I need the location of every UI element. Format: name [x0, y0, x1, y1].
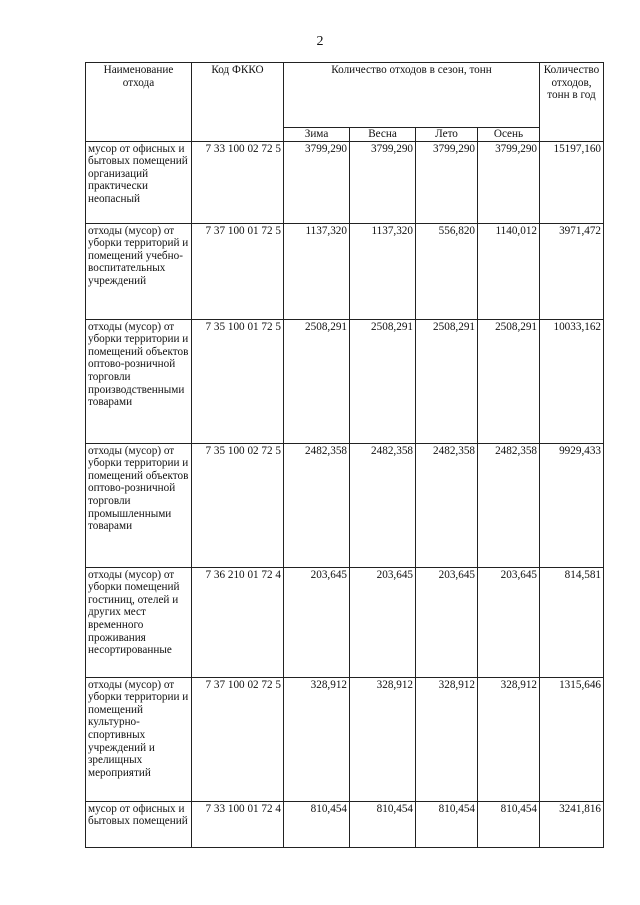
waste-name-cell: отходы (мусор) от уборки помещений гостиниц, отелей и других мест временного проживания несортированные — [86, 567, 192, 677]
year-cell: 814,581 — [540, 567, 604, 677]
winter-cell: 2508,291 — [284, 319, 350, 443]
waste-code-cell: 7 37 100 01 72 5 — [192, 223, 284, 319]
waste-code-cell: 7 37 100 02 72 5 — [192, 677, 284, 801]
table-row — [86, 223, 604, 319]
year-cell: 3971,472 — [540, 223, 604, 319]
year-cell: 10033,162 — [540, 319, 604, 443]
autumn-cell: 203,645 — [478, 567, 540, 677]
table-row — [86, 443, 604, 567]
year-cell: 1315,646 — [540, 677, 604, 801]
autumn-cell: 1140,012 — [478, 223, 540, 319]
summer-cell: 328,912 — [416, 677, 478, 801]
spring-cell: 3799,290 — [350, 141, 416, 223]
year-cell: 9929,433 — [540, 443, 604, 567]
waste-code-cell: 7 36 210 01 72 4 — [192, 567, 284, 677]
waste-table — [85, 62, 604, 848]
year-cell: 15197,160 — [540, 141, 604, 223]
autumn-cell: 810,454 — [478, 801, 540, 847]
table-row — [86, 801, 604, 847]
winter-cell: 2482,358 — [284, 443, 350, 567]
header-name: Наименование отхода — [86, 63, 192, 142]
summer-cell: 203,645 — [416, 567, 478, 677]
header-seasons-group: Количество отходов в сезон, тонн — [284, 63, 540, 128]
waste-code-cell: 7 35 100 02 72 5 — [192, 443, 284, 567]
header-season-summer: Лето — [416, 128, 478, 142]
waste-name-cell: отходы (мусор) от уборки территории и помещений объектов оптово-розничной торговли промышленными товарами — [86, 443, 192, 567]
spring-cell: 810,454 — [350, 801, 416, 847]
page-number: 2 — [316, 34, 324, 49]
year-cell: 3241,816 — [540, 801, 604, 847]
autumn-cell: 3799,290 — [478, 141, 540, 223]
table-row — [86, 141, 604, 223]
summer-cell: 2482,358 — [416, 443, 478, 567]
header-code: Код ФККО — [192, 63, 284, 142]
table-row — [86, 319, 604, 443]
waste-code-cell: 7 35 100 01 72 5 — [192, 319, 284, 443]
spring-cell: 1137,320 — [350, 223, 416, 319]
autumn-cell: 2508,291 — [478, 319, 540, 443]
waste-code-cell: 7 33 100 01 72 4 — [192, 801, 284, 847]
winter-cell: 810,454 — [284, 801, 350, 847]
autumn-cell: 2482,358 — [478, 443, 540, 567]
summer-cell: 2508,291 — [416, 319, 478, 443]
waste-name-cell: отходы (мусор) от уборки территории и помещений культурно-спортивных учреждений и зрелищных мероприятий — [86, 677, 192, 801]
header-season-winter: Зима — [284, 128, 350, 142]
table-row — [86, 677, 604, 801]
table-row — [86, 567, 604, 677]
summer-cell: 810,454 — [416, 801, 478, 847]
waste-name-cell: мусор от офисных и бытовых помещений — [86, 801, 192, 847]
waste-name-cell: мусор от офисных и бытовых помещений организаций практически неопасный — [86, 141, 192, 223]
summer-cell: 556,820 — [416, 223, 478, 319]
winter-cell: 328,912 — [284, 677, 350, 801]
spring-cell: 2482,358 — [350, 443, 416, 567]
spring-cell: 2508,291 — [350, 319, 416, 443]
spring-cell: 328,912 — [350, 677, 416, 801]
summer-cell: 3799,290 — [416, 141, 478, 223]
waste-code-cell: 7 33 100 02 72 5 — [192, 141, 284, 223]
autumn-cell: 328,912 — [478, 677, 540, 801]
winter-cell: 3799,290 — [284, 141, 350, 223]
spring-cell: 203,645 — [350, 567, 416, 677]
winter-cell: 203,645 — [284, 567, 350, 677]
header-season-autumn: Осень — [478, 128, 540, 142]
header-season-spring: Весна — [350, 128, 416, 142]
waste-name-cell: отходы (мусор) от уборки территории и помещений объектов оптово-розничной торговли производственными товарами — [86, 319, 192, 443]
header-year: Количество отходов, тонн в год — [540, 63, 604, 142]
winter-cell: 1137,320 — [284, 223, 350, 319]
waste-name-cell: отходы (мусор) от уборки территорий и помещений учебно-воспитательных учреждений — [86, 223, 192, 319]
